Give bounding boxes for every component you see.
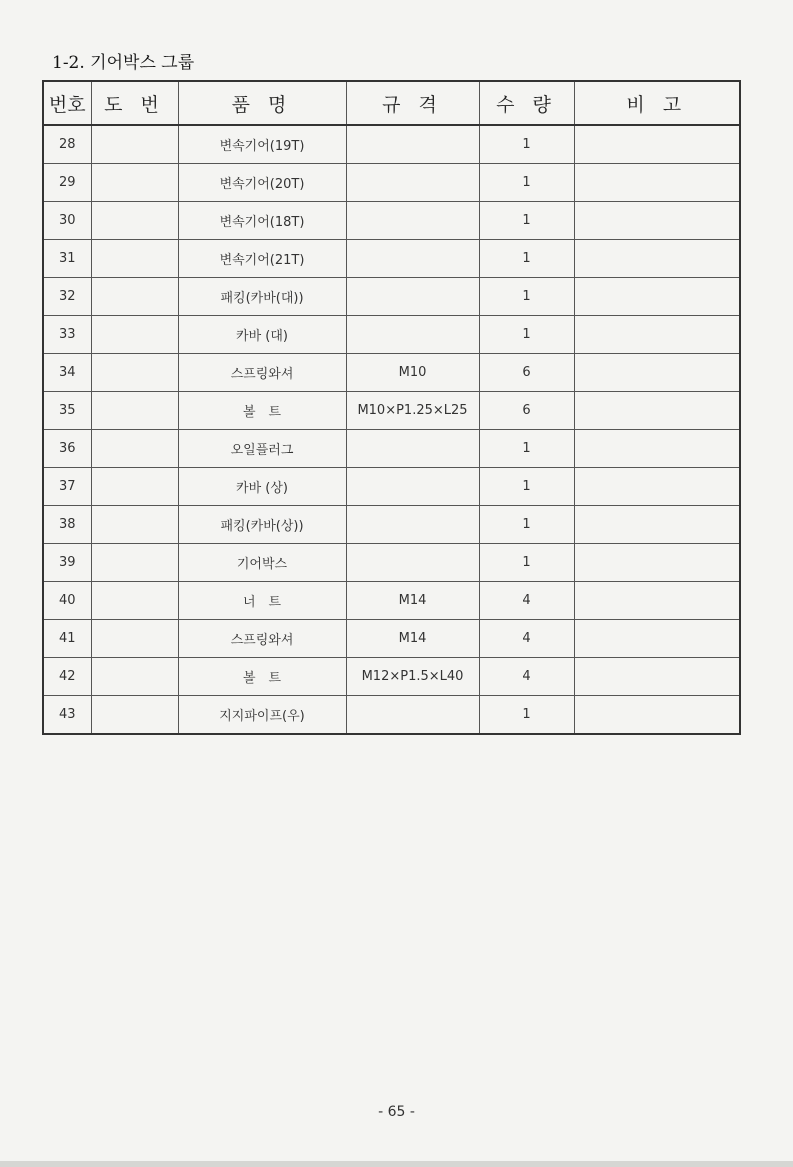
table-row [43, 354, 740, 392]
cell-name: 변속기어(18T) [178, 202, 346, 240]
table-row [43, 202, 740, 240]
cell-drawing-no [91, 506, 178, 544]
header-qty: 수 량 [479, 81, 574, 125]
cell-qty: 1 [479, 164, 574, 202]
cell-spec [346, 506, 479, 544]
cell-name: 카바 (대) [178, 316, 346, 354]
header-remark: 비 고 [574, 81, 740, 125]
cell-spec: M14 [346, 582, 479, 620]
cell-name: 너 트 [178, 582, 346, 620]
cell-no: 33 [43, 316, 91, 354]
cell-no: 42 [43, 658, 91, 696]
cell-spec [346, 164, 479, 202]
cell-spec [346, 240, 479, 278]
cell-remark [574, 544, 740, 582]
cell-remark [574, 696, 740, 735]
cell-qty: 1 [479, 696, 574, 735]
header-name: 품 명 [178, 81, 346, 125]
header-no: 번호 [43, 81, 91, 125]
cell-spec [346, 468, 479, 506]
cell-qty: 1 [479, 468, 574, 506]
cell-remark [574, 164, 740, 202]
table-row [43, 620, 740, 658]
cell-no: 41 [43, 620, 91, 658]
cell-spec [346, 278, 479, 316]
cell-no: 37 [43, 468, 91, 506]
table-row [43, 544, 740, 582]
cell-drawing-no [91, 582, 178, 620]
cell-spec [346, 544, 479, 582]
cell-drawing-no [91, 354, 178, 392]
cell-drawing-no [91, 240, 178, 278]
cell-remark [574, 506, 740, 544]
cell-drawing-no [91, 316, 178, 354]
header-drawing-no: 도 번 [91, 81, 178, 125]
table-row [43, 392, 740, 430]
table-row [43, 316, 740, 354]
cell-remark [574, 125, 740, 164]
cell-remark [574, 582, 740, 620]
cell-qty: 1 [479, 125, 574, 164]
cell-qty: 1 [479, 430, 574, 468]
cell-drawing-no [91, 468, 178, 506]
cell-spec: M14 [346, 620, 479, 658]
cell-spec: M12×P1.5×L40 [346, 658, 479, 696]
cell-name: 패킹(카바(대)) [178, 278, 346, 316]
cell-remark [574, 468, 740, 506]
cell-name: 기어박스 [178, 544, 346, 582]
cell-drawing-no [91, 658, 178, 696]
cell-drawing-no [91, 430, 178, 468]
cell-drawing-no [91, 392, 178, 430]
cell-remark [574, 658, 740, 696]
cell-qty: 1 [479, 544, 574, 582]
cell-spec [346, 696, 479, 735]
cell-qty: 4 [479, 658, 574, 696]
cell-name: 변속기어(19T) [178, 125, 346, 164]
cell-remark [574, 392, 740, 430]
cell-drawing-no [91, 202, 178, 240]
cell-no: 32 [43, 278, 91, 316]
parts-table [42, 80, 741, 735]
cell-name: 스프링와셔 [178, 354, 346, 392]
cell-no: 40 [43, 582, 91, 620]
cell-remark [574, 316, 740, 354]
cell-spec [346, 430, 479, 468]
cell-drawing-no [91, 696, 178, 735]
page-bottom-edge [0, 1161, 793, 1167]
cell-name: 볼 트 [178, 658, 346, 696]
table-header-row [43, 81, 740, 125]
table-row [43, 125, 740, 164]
cell-drawing-no [91, 125, 178, 164]
cell-no: 31 [43, 240, 91, 278]
cell-no: 36 [43, 430, 91, 468]
cell-spec [346, 202, 479, 240]
cell-qty: 1 [479, 240, 574, 278]
table-row [43, 582, 740, 620]
cell-name: 변속기어(21T) [178, 240, 346, 278]
cell-no: 30 [43, 202, 91, 240]
table-row [43, 430, 740, 468]
cell-drawing-no [91, 620, 178, 658]
cell-qty: 6 [479, 392, 574, 430]
cell-spec [346, 125, 479, 164]
table-row [43, 468, 740, 506]
cell-no: 29 [43, 164, 91, 202]
cell-spec: M10×P1.25×L25 [346, 392, 479, 430]
cell-drawing-no [91, 544, 178, 582]
cell-qty: 1 [479, 316, 574, 354]
cell-qty: 1 [479, 278, 574, 316]
cell-name: 스프링와셔 [178, 620, 346, 658]
page-title: 1-2. 기어박스 그룹 [52, 53, 195, 73]
cell-qty: 1 [479, 506, 574, 544]
cell-qty: 6 [479, 354, 574, 392]
cell-remark [574, 278, 740, 316]
cell-name: 지지파이프(우) [178, 696, 346, 735]
header-spec: 규 격 [346, 81, 479, 125]
cell-drawing-no [91, 164, 178, 202]
cell-qty: 1 [479, 202, 574, 240]
cell-spec [346, 316, 479, 354]
table-row [43, 240, 740, 278]
cell-remark [574, 240, 740, 278]
cell-no: 38 [43, 506, 91, 544]
cell-spec: M10 [346, 354, 479, 392]
cell-remark [574, 620, 740, 658]
cell-name: 패킹(카바(상)) [178, 506, 346, 544]
cell-name: 볼 트 [178, 392, 346, 430]
cell-no: 39 [43, 544, 91, 582]
table-row [43, 658, 740, 696]
cell-remark [574, 202, 740, 240]
cell-no: 35 [43, 392, 91, 430]
cell-drawing-no [91, 278, 178, 316]
table-row [43, 278, 740, 316]
table-row [43, 164, 740, 202]
cell-name: 오일플러그 [178, 430, 346, 468]
cell-no: 43 [43, 696, 91, 735]
cell-qty: 4 [479, 582, 574, 620]
cell-no: 34 [43, 354, 91, 392]
cell-qty: 4 [479, 620, 574, 658]
table-row [43, 696, 740, 735]
cell-no: 28 [43, 125, 91, 164]
cell-name: 변속기어(20T) [178, 164, 346, 202]
cell-remark [574, 430, 740, 468]
table-row [43, 506, 740, 544]
cell-name: 카바 (상) [178, 468, 346, 506]
cell-remark [574, 354, 740, 392]
page-number: - 65 - [378, 1104, 415, 1120]
